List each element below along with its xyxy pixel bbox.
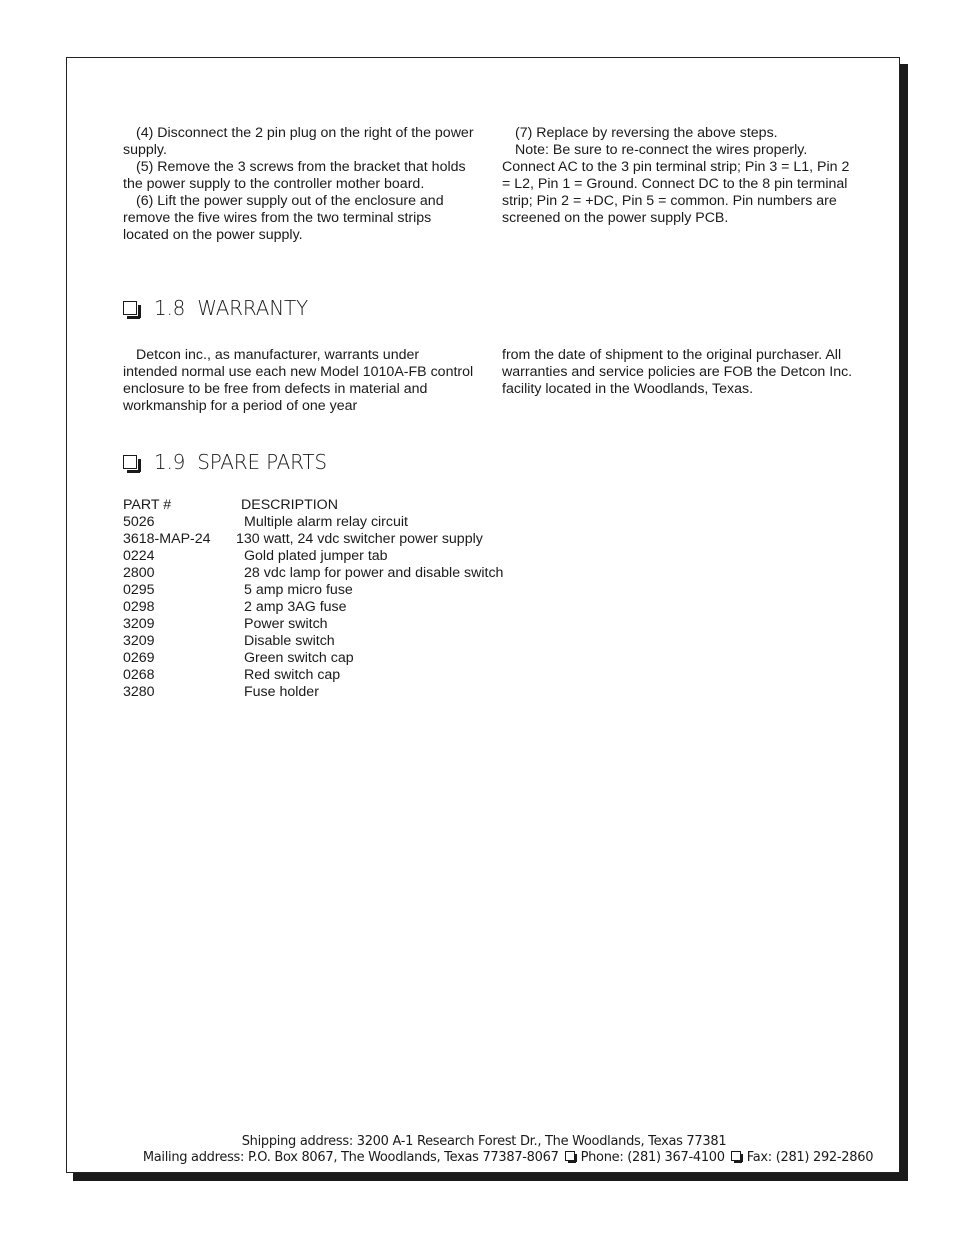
contact-line xyxy=(91,1150,925,1165)
table-row xyxy=(123,633,503,650)
part-number: 0298 xyxy=(123,599,155,615)
part-description: 2 amp 3AG fuse xyxy=(244,599,347,615)
wiring-note: Note: Be sure to re-connect the wires properly. Connect AC to the 3 pin terminal strip; Pin 3 = L1, Pin 2 = L2, Pin 1 = Ground. Connect DC to the 8 pin terminal strip; Pin 2 = +DC, Pin 5 = common. Pin numbers are screened on the power supply PCB. xyxy=(502,142,850,226)
part-number-header: PART # xyxy=(123,497,172,513)
part-description: Disable switch xyxy=(244,633,335,649)
parts-rows xyxy=(123,514,503,701)
part-description: 28 vdc lamp for power and disable switch xyxy=(244,565,504,581)
phone-number: Phone: (281) 367-4100 xyxy=(580,1150,725,1165)
warranty-section-title: WARRANTY xyxy=(197,296,309,320)
mailing-address: Mailing address: P.O. Box 8067, The Woodlands, Texas 77387-8067 xyxy=(142,1150,559,1165)
part-number: 0224 xyxy=(123,548,155,564)
table-row xyxy=(123,548,503,565)
warranty-left-column xyxy=(123,347,475,415)
warranty-text-left: Detcon inc., as manufacturer, warrants under intended normal use each new Model 1010A-FB control enclosure to be free from defects in material and workmanship for a period of one year xyxy=(123,347,474,414)
shipping-address: Shipping address: 3200 A-1 Research Forest Dr., The Woodlands, Texas 77381 xyxy=(241,1134,727,1149)
warranty-section-number: 1.8 xyxy=(154,296,186,320)
part-description: 5 amp micro fuse xyxy=(244,582,353,598)
spare-parts-heading xyxy=(123,450,327,474)
part-description: 130 watt, 24 vdc switcher power supply xyxy=(236,531,483,547)
part-description: Fuse holder xyxy=(244,684,319,700)
table-row xyxy=(123,667,503,684)
parts-header-row xyxy=(123,497,503,514)
part-number: 3280 xyxy=(123,684,155,700)
table-row xyxy=(123,599,503,616)
warranty-heading xyxy=(123,296,308,320)
part-description: Gold plated jumper tab xyxy=(244,548,388,564)
step-7: (7) Replace by reversing the above steps. xyxy=(515,125,778,141)
part-number: 0295 xyxy=(123,582,155,598)
part-description: Red switch cap xyxy=(244,667,341,683)
part-number: 3618-MAP-24 xyxy=(123,531,211,547)
checkbox-bullet-icon xyxy=(123,301,137,315)
step-5: (5) Remove the 3 screws from the bracket that holds the power supply to the controller mother board. xyxy=(123,159,466,192)
part-number: 0269 xyxy=(123,650,155,666)
part-description: Multiple alarm relay circuit xyxy=(244,514,408,530)
steps-right-column xyxy=(502,125,854,227)
spare-parts-section-title: SPARE PARTS xyxy=(197,450,327,474)
checkbox-bullet-icon xyxy=(123,455,137,469)
separator-box-icon xyxy=(565,1151,575,1161)
part-number: 3209 xyxy=(123,633,155,649)
part-number: 2800 xyxy=(123,565,155,581)
table-row xyxy=(123,616,503,633)
step-4: (4) Disconnect the 2 pin plug on the right of the power supply. xyxy=(123,125,474,158)
warranty-right-column xyxy=(502,347,854,398)
separator-box-icon xyxy=(731,1151,741,1161)
table-row xyxy=(123,531,503,548)
step-6: (6) Lift the power supply out of the enclosure and remove the five wires from the two terminal strips located on the power supply. xyxy=(123,193,444,243)
steps-left-column xyxy=(123,125,475,244)
document-page xyxy=(66,57,900,1173)
table-row xyxy=(123,565,503,582)
part-number: 0268 xyxy=(123,667,155,683)
table-row xyxy=(123,582,503,599)
fax-number: Fax: (281) 292-2860 xyxy=(746,1150,874,1165)
part-number: 3209 xyxy=(123,616,155,632)
part-description: Green switch cap xyxy=(244,650,354,666)
description-header: DESCRIPTION xyxy=(241,497,338,513)
part-description: Power switch xyxy=(244,616,328,632)
spare-parts-table xyxy=(123,497,503,701)
table-row xyxy=(123,684,503,701)
spare-parts-section-number: 1.9 xyxy=(154,450,186,474)
table-row xyxy=(123,514,503,531)
table-row xyxy=(123,650,503,667)
warranty-text-right: from the date of shipment to the original purchaser. All warranties and service policies are FOB the Detcon Inc. facility located in the Woodlands, Texas. xyxy=(502,347,853,397)
part-number: 5026 xyxy=(123,514,155,530)
